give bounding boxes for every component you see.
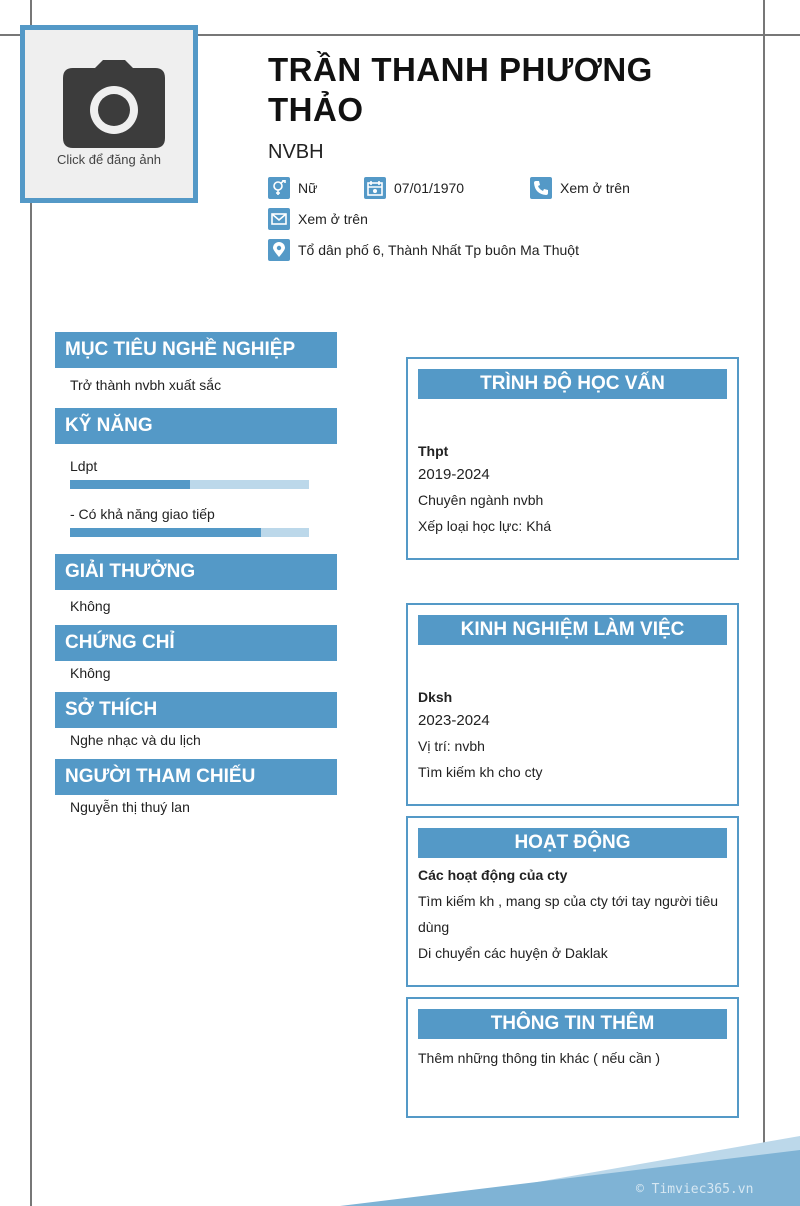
activities-line: Tìm kiếm kh , mang sp của cty tới tay người tiêu dùng — [418, 893, 719, 935]
objective-text: Trở thành nvbh xuất sắc — [70, 377, 222, 393]
awards-text: Không — [70, 598, 111, 614]
additional-info-title: THÔNG TIN THÊM — [418, 1009, 727, 1039]
references-text: Nguyễn thị thuý lan — [70, 799, 190, 815]
education-title: TRÌNH ĐỘ HỌC VẤN — [418, 369, 727, 399]
calendar-icon — [364, 177, 386, 199]
email-icon — [268, 208, 290, 230]
phone-info — [530, 177, 630, 199]
education-school: Thpt — [418, 443, 449, 459]
candidate-name: TRẦN THANH PHƯƠNG THẢO — [268, 51, 653, 128]
activities-heading: Các hoạt động của cty — [418, 867, 568, 883]
experience-description: Tìm kiếm kh cho cty — [418, 764, 543, 780]
footer-watermark: © Timviec365.vn — [636, 1182, 754, 1197]
address-info — [268, 239, 579, 261]
experience-period: 2023-2024 — [418, 712, 490, 729]
skill-level-fill — [70, 480, 190, 489]
additional-info-card — [406, 997, 739, 1118]
phone-value: Xem ở trên — [560, 180, 630, 196]
location-pin-icon — [268, 239, 290, 261]
education-period: 2019-2024 — [418, 466, 490, 483]
photo-upload[interactable] — [20, 25, 198, 203]
gender-info — [268, 177, 317, 199]
certificates-text: Không — [70, 665, 111, 681]
frame-line-right — [763, 0, 765, 1206]
skill-name: Ldpt — [70, 458, 98, 474]
education-card — [406, 357, 739, 560]
skills-title: KỸ NĂNG — [55, 408, 337, 444]
awards-title: GIẢI THƯỞNG — [55, 554, 337, 590]
experience-title: KINH NGHIỆM LÀM VIỆC — [418, 615, 727, 645]
hobbies-title: SỞ THÍCH — [55, 692, 337, 728]
job-title: NVBH — [268, 141, 324, 163]
references-title: NGƯỜI THAM CHIẾU — [55, 759, 337, 795]
skill-level-fill — [70, 528, 261, 537]
activities-line: Di chuyển các huyện ở Daklak — [418, 945, 608, 961]
activities-card — [406, 816, 739, 987]
additional-info-text: Thêm những thông tin khác ( nếu cần ) — [418, 1050, 661, 1066]
experience-position: Vị trí: nvbh — [418, 738, 485, 754]
birthdate-value: 07/01/1970 — [394, 180, 465, 196]
skill-level-bar — [70, 480, 309, 489]
email-info — [268, 208, 368, 230]
gender-value: Nữ — [298, 180, 318, 196]
gender-icon — [268, 177, 290, 199]
address-value: Tổ dân phố 6, Thành Nhất Tp buôn Ma Thuột — [298, 242, 579, 258]
birthdate-info — [364, 177, 464, 199]
experience-card — [406, 603, 739, 806]
objective-title: MỤC TIÊU NGHỀ NGHIỆP — [55, 332, 337, 368]
skill-name: - Có khả năng giao tiếp — [70, 506, 215, 522]
hobbies-text: Nghe nhạc và du lịch — [70, 732, 201, 748]
phone-icon — [530, 177, 552, 199]
certificates-title: CHỨNG CHỈ — [55, 625, 337, 661]
activities-title: HOẠT ĐỘNG — [418, 828, 727, 858]
experience-company: Dksh — [418, 689, 453, 705]
education-major: Chuyên ngành nvbh — [418, 492, 544, 508]
camera-icon — [63, 60, 165, 148]
email-value: Xem ở trên — [298, 211, 368, 227]
photo-caption: Click để đăng ảnh — [56, 152, 162, 167]
skill-level-bar — [70, 528, 309, 537]
education-grade: Xếp loại học lực: Khá — [418, 518, 552, 534]
